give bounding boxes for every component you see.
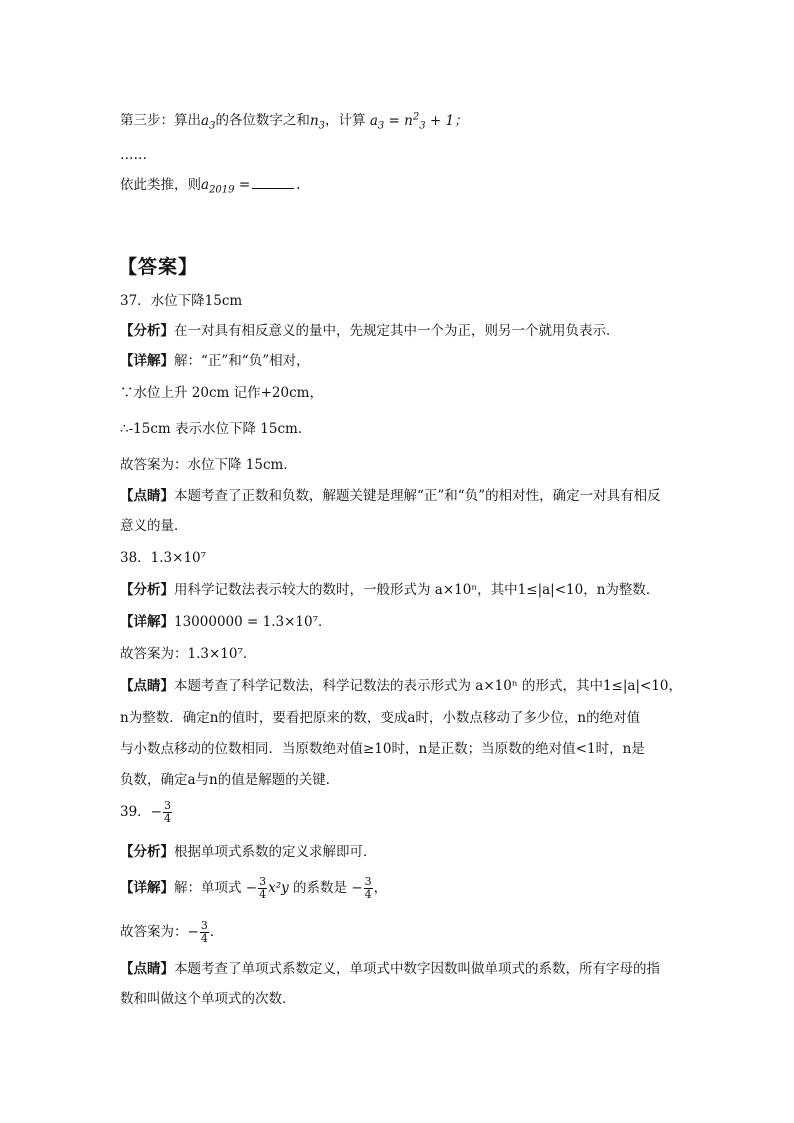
infer-prefix: 依此类推，则	[120, 177, 201, 193]
infer-eq: =	[238, 177, 251, 193]
a3-formula: $a_3 = n^2_3 + 1$；	[369, 111, 468, 132]
q38-comment4: 负数，确定a与n的值是解题的关键．	[120, 772, 340, 788]
answer-heading: 【答案】	[118, 256, 199, 278]
q38-analysis: 【分析】用科学记数法表示较大的数时，一般形式为 a×10ⁿ，其中1≤|a|<10，n为整数．	[120, 582, 660, 598]
q38-comment3: 与小数点移动的位数相同．当原数绝对值≥10时，n是正数；当原数的绝对值<1时，n是	[120, 741, 645, 757]
q39-final: 故答案为：− $\frac{3}{4}$ ．	[120, 919, 224, 945]
q37-comment1: 【点睛】本题考查了正数和负数，解题关键是理解“正”和“负”的相对性，确定一对具有相反	[120, 488, 661, 504]
q37-answer: 37．水位下降15cm	[120, 293, 243, 309]
q37-comment2: 意义的量．	[120, 518, 188, 534]
q37-detail2: ∵水位上升 20cm 记作+20cm，	[120, 385, 323, 401]
q39-detail-frac1: $\frac{3}{4}$	[259, 875, 267, 901]
infer-var: $a_{2019}$	[201, 177, 235, 196]
q39-fraction: $\frac{3}{4}$	[164, 799, 171, 825]
q38-final: 故答案为：1.3×10⁷．	[120, 646, 257, 662]
step3-prefix: 第三步：算出	[120, 112, 201, 129]
q37-detail3: ∴-15cm 表示水位下降 15cm．	[120, 421, 312, 437]
q39-answer: 39．− $\frac{3}{4}$	[120, 799, 171, 825]
q39-analysis: 【分析】根据单项式系数的定义求解即可．	[120, 844, 377, 860]
a3-var: $a_3$	[201, 112, 216, 132]
n3-var: $n_3$	[309, 112, 326, 132]
q37-detail1: 【详解】解：“正”和“负”相对，	[120, 353, 310, 369]
answer-blank	[252, 176, 294, 189]
q37-final: 故答案为：水位下降 15cm．	[120, 457, 297, 473]
step3-mid2: ，计算	[325, 112, 366, 129]
q39-detail-frac2: $\frac{3}{4}$	[364, 875, 372, 901]
q38-comment1: 【点睛】本题考查了科学记数法，科学记数法的表示形式为 a×10ⁿ 的形式，其中1≤|a|<10，	[120, 678, 682, 694]
ellipsis: ……	[120, 147, 147, 163]
q38-detail: 【详解】13000000 = 1.3×10⁷．	[120, 614, 332, 630]
q39-comment2: 数和叫做这个单项式的次数．	[120, 991, 296, 1007]
q39-comment1: 【点睛】本题考查了单项式系数定义，单项式中数字因数叫做单项式的系数，所有字母的指	[120, 961, 660, 977]
q38-comment2: n为整数．确定n的值时，要看把原来的数，变成a时，小数点移动了多少位，n的绝对值	[120, 710, 641, 726]
step3-line	[120, 108, 468, 135]
q37-analysis: 【分析】在一对具有相反意义的量中，先规定其中一个为正，则另一个就用负表示．	[120, 323, 620, 339]
infer-line	[120, 176, 300, 200]
q39-detail: 【详解】解：单项式 − $\frac{3}{4}$ x²y 的系数是 − $\frac{3}{4}$ ，	[120, 875, 388, 901]
q38-answer: 38．1.3×10⁷	[120, 550, 207, 566]
q39-final-frac: $\frac{3}{4}$	[200, 919, 208, 945]
infer-end: .	[296, 177, 301, 193]
step3-mid1: 的各位数字之和	[215, 112, 310, 129]
